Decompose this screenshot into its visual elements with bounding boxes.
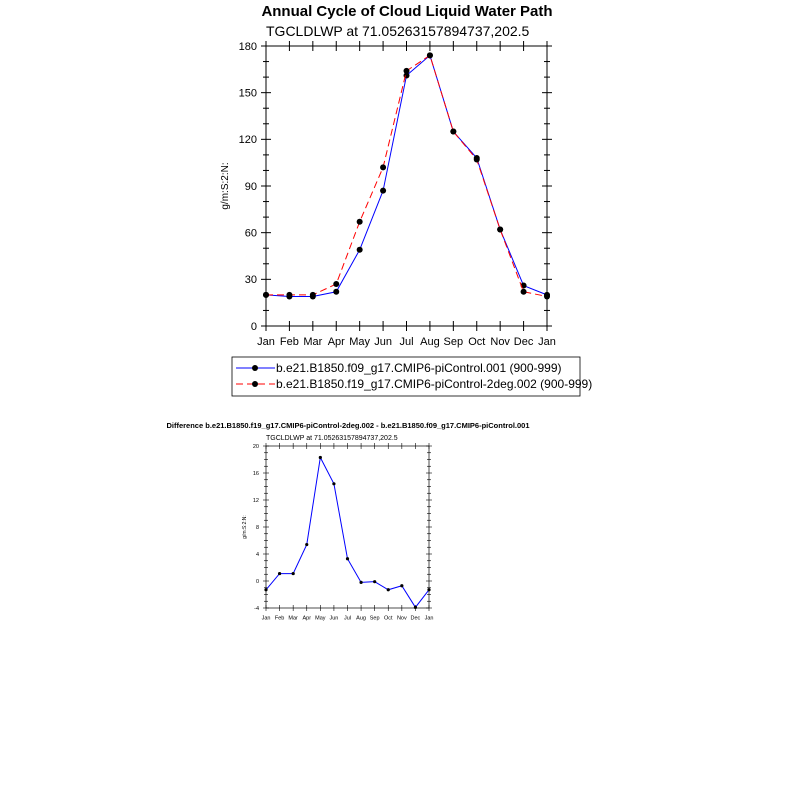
data-point-series-1	[278, 572, 281, 575]
data-point-series-2	[427, 52, 433, 58]
y-tick-label: 0	[250, 320, 257, 333]
x-tick-label: Sep	[443, 336, 464, 348]
data-point-series-2	[380, 164, 386, 170]
x-tick-label: Feb	[279, 336, 299, 348]
plot-frame	[266, 46, 547, 326]
x-tick-label: Aug	[420, 336, 440, 348]
x-tick-label: Apr	[327, 336, 345, 348]
y-tick-label: 180	[238, 40, 257, 53]
chart-title: Annual Cycle of Cloud Liquid Water Path	[261, 3, 553, 20]
data-point-series-1	[292, 572, 295, 575]
y-tick-label: 20	[252, 443, 259, 450]
legend-label-2: b.e21.B1850.f19_g17.CMIP6-piControl-2deg.002 (900-999)	[276, 377, 593, 391]
y-tick-label: 12	[252, 497, 259, 504]
x-tick-label: May	[349, 336, 371, 348]
x-tick-label: Jan	[261, 615, 271, 622]
y-tick-label: 4	[255, 551, 259, 558]
data-point-series-2	[263, 292, 269, 298]
x-tick-label: Feb	[274, 615, 285, 622]
data-point-series-2	[474, 157, 480, 163]
x-tick-label: Apr	[302, 615, 312, 622]
y-tick-label: 90	[244, 180, 257, 193]
x-tick-label: Jan	[257, 336, 275, 348]
difference-chart-subtitle: TGCLDLWP at 71.05263157894737,202.5	[266, 435, 398, 442]
x-tick-label: Jun	[329, 615, 339, 622]
x-tick-label: Nov	[396, 615, 407, 622]
x-tick-label: May	[315, 615, 326, 622]
difference-plot	[253, 443, 434, 622]
x-tick-label: Jul	[399, 336, 414, 348]
data-point-series-2	[521, 289, 527, 295]
data-point-series-2	[544, 293, 550, 299]
data-point-series-1	[346, 557, 349, 560]
data-point-series-2	[333, 281, 339, 287]
legend-label-1: b.e21.B1850.f09_g17.CMIP6-piControl.001 (900-999)	[276, 361, 562, 375]
x-tick-label: Mar	[288, 615, 298, 622]
series-line-1	[266, 457, 429, 607]
legend-marker-1	[252, 365, 258, 371]
data-point-series-2	[497, 227, 503, 233]
data-point-series-2	[286, 292, 292, 298]
data-point-series-1	[357, 247, 363, 253]
data-point-series-2	[404, 68, 410, 74]
series-line-1	[266, 55, 547, 296]
y-tick-label: 0	[255, 578, 259, 585]
data-point-series-1	[414, 606, 417, 609]
x-tick-label: Jul	[343, 615, 352, 622]
data-point-series-1	[380, 188, 386, 194]
legend-marker-2	[252, 381, 258, 387]
x-tick-label: Jan	[424, 615, 434, 622]
data-point-series-2	[310, 292, 316, 298]
data-point-series-1	[319, 456, 322, 459]
y-tick-label: 120	[238, 134, 257, 147]
y-tick-label: -4	[254, 605, 259, 612]
y-tick-label: 150	[238, 87, 257, 100]
x-tick-label: Dec	[410, 615, 421, 622]
x-tick-label: Mar	[303, 336, 323, 348]
y-tick-label: 30	[244, 274, 257, 287]
difference-y-axis-label: g/m:S:2:N:	[242, 515, 248, 539]
legend	[232, 357, 592, 396]
x-tick-label: Aug	[356, 615, 366, 622]
series-line-2	[266, 55, 547, 296]
x-tick-label: Jun	[374, 336, 392, 348]
x-tick-label: Dec	[513, 336, 534, 348]
x-tick-label: Jan	[538, 336, 556, 348]
data-point-series-1	[400, 584, 403, 587]
data-point-series-2	[450, 129, 456, 135]
data-point-series-1	[305, 543, 308, 546]
data-point-series-1	[333, 289, 339, 295]
x-tick-label: Oct	[468, 336, 486, 348]
data-point-series-1	[427, 588, 430, 591]
y-tick-label: 8	[255, 524, 259, 531]
data-point-series-1	[264, 588, 267, 591]
y-tick-label: 16	[252, 470, 259, 477]
plot-frame	[266, 446, 429, 608]
data-point-series-1	[359, 581, 362, 584]
x-tick-label: Sep	[369, 615, 380, 622]
y-axis-label: g/m:S:2:N:	[220, 162, 231, 210]
data-point-series-1	[332, 482, 335, 485]
data-point-series-1	[387, 588, 390, 591]
x-tick-label: Nov	[490, 336, 510, 348]
main-plot	[239, 41, 556, 348]
chart-subtitle: TGCLDLWP at 71.05263157894737,202.5	[266, 23, 530, 39]
y-tick-label: 60	[244, 227, 257, 240]
data-point-series-2	[357, 219, 363, 225]
difference-chart-title: Difference b.e21.B1850.f19_g17.CMIP6-piControl-2deg.002 - b.e21.B1850.f09_g17.CMIP6-piControl.001	[166, 421, 530, 430]
data-point-series-1	[373, 580, 376, 583]
x-tick-label: Oct	[383, 615, 393, 622]
